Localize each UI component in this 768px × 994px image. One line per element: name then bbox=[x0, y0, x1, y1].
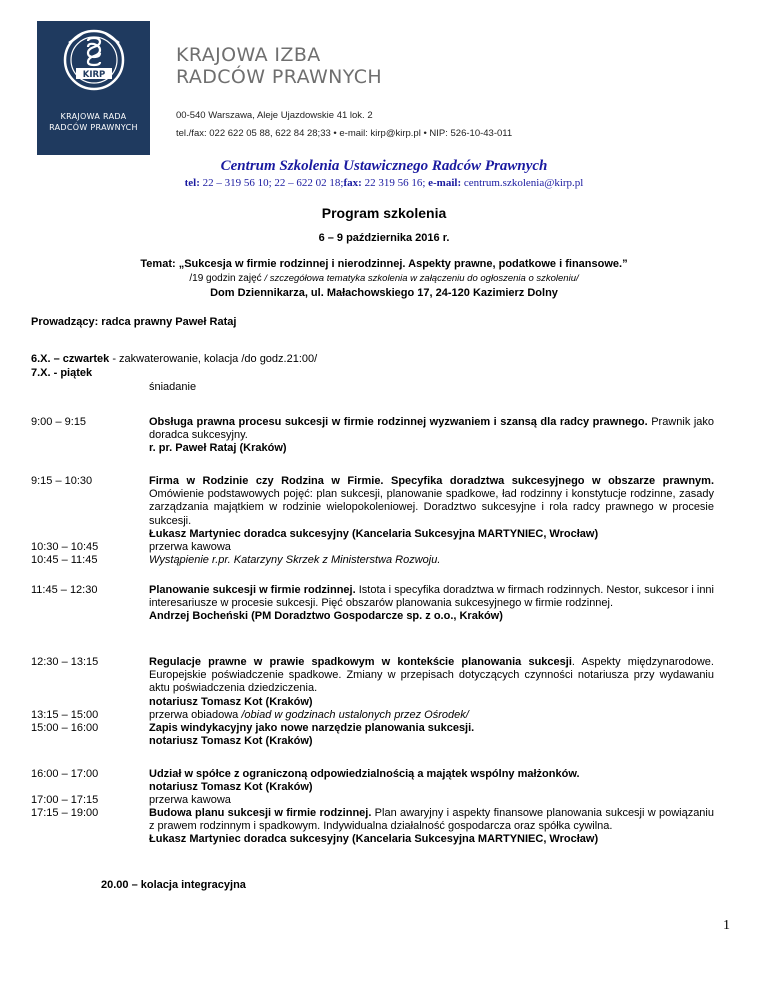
session-s1-title: Obsługa prawna procesu sukcesji w firmie rodzinnej wyzwaniem i szansą dla radcy prawnego. bbox=[149, 416, 648, 428]
session-s6-speaker: notariusz Tomasz Kot (Kraków) bbox=[149, 695, 313, 708]
logo-line-2: RADCÓW PRAWNYCH bbox=[49, 123, 138, 132]
program-title: Program szkolenia bbox=[321, 205, 447, 221]
lecturer: Prowadzący: radca prawny Paweł Rataj bbox=[31, 316, 237, 328]
tel-value: 22 – 319 56 10; 22 – 622 02 18; bbox=[199, 177, 344, 189]
day-7-label: 7.X. - piątek bbox=[31, 367, 93, 379]
program-hours bbox=[0, 273, 768, 284]
day-6 bbox=[31, 353, 317, 366]
org-name-line-2: RADCÓW PRAWNYCH bbox=[176, 66, 383, 88]
centrum-contact bbox=[0, 177, 768, 189]
session-s4: Wystąpienie r.pr. Katarzyny Skrzek z Ministerstwa Rozwoju. bbox=[149, 554, 441, 566]
program-topic: Temat: „Sukcesja w firmie rodzinnej i nierodzinnej. Aspekty prawne, podatkowe i finansowe.” bbox=[140, 258, 628, 270]
time-s4: 10:45 – 11:45 bbox=[31, 554, 98, 566]
session-s9 bbox=[149, 768, 714, 794]
time-s9: 16:00 – 17:00 bbox=[31, 768, 99, 780]
time-s6: 12:30 – 13:15 bbox=[31, 656, 99, 668]
session-s7-note: /obiad w godzinach ustalonych przez Ośrodek/ bbox=[241, 709, 469, 721]
email-link[interactable]: centrum.szkolenia@kirp.pl bbox=[461, 177, 584, 189]
time-s3: 10:30 – 10:45 bbox=[31, 541, 99, 553]
kirp-emblem-icon bbox=[63, 29, 125, 91]
program-dates: 6 – 9 października 2016 r. bbox=[318, 232, 450, 244]
session-s1 bbox=[149, 416, 714, 456]
session-s1-speaker: r. pr. Paweł Rataj (Kraków) bbox=[149, 442, 287, 455]
emblem-letters: KIRP bbox=[82, 70, 106, 80]
session-s8 bbox=[149, 722, 714, 748]
session-s9-title: Udział w spółce z ograniczoną odpowiedzialnością a majątek wspólny małżonków. bbox=[149, 768, 580, 780]
session-s2 bbox=[149, 475, 714, 541]
session-s1-text: Prawnik jako doradca sukcesyjny. bbox=[149, 416, 714, 442]
logo-line-1: KRAJOWA RADA bbox=[60, 112, 127, 121]
kirp-logo bbox=[37, 21, 150, 155]
email-label: e-mail: bbox=[425, 177, 462, 189]
session-s5 bbox=[149, 584, 714, 624]
org-contact: tel./fax: 022 622 05 88, 622 84 28;33 • e-mail: kirp@kirp.pl • NIP: 526-10-43-011 bbox=[176, 128, 513, 139]
tel-label: tel: bbox=[184, 177, 200, 189]
program-place: Dom Dziennikarza, ul. Małachowskiego 17, 24-120 Kazimierz Dolny bbox=[210, 287, 558, 299]
centrum-title: Centrum Szkolenia Ustawicznego Radców Prawnych bbox=[220, 158, 548, 174]
session-s5-text: Istota i specyfika doradztwa w firmach rodzinnych. Nestor, sukcesor i inni interesariusze w procesie sukcesji. Pięć obszarów planowania sukcesyjnego w firmie rodzinnej. bbox=[149, 584, 714, 610]
time-s10: 17:00 – 17:15 bbox=[31, 794, 99, 806]
session-s6-title: Regulacje prawne w prawie spadkowym w kontekście planowania sukcesji bbox=[149, 656, 572, 668]
session-s11-speaker: Łukasz Martyniec doradca sukcesyjny (Kancelaria Sukcesyjna MARTYNIEC, Wrocław) bbox=[149, 833, 599, 846]
session-s8-speaker: notariusz Tomasz Kot (Kraków) bbox=[149, 735, 313, 748]
session-s6 bbox=[149, 656, 714, 709]
session-s7-text: przerwa obiadowa bbox=[149, 709, 242, 721]
fax-value: 22 319 56 16; bbox=[361, 177, 426, 189]
session-s9-speaker: notariusz Tomasz Kot (Kraków) bbox=[149, 781, 313, 794]
breakfast: śniadanie bbox=[149, 381, 197, 393]
session-s2-title: Firma w Rodzinie czy Rodzina w Firmie. Specyfika doradztwa sukcesyjnego w obszarze prawnym. bbox=[149, 475, 714, 487]
session-s8-title: Zapis windykacyjny jako nowe narzędzie planowania sukcesji. bbox=[149, 722, 475, 734]
time-s11: 17:15 – 19:00 bbox=[31, 807, 99, 819]
logo-caption bbox=[37, 111, 150, 133]
session-s2-text: Omówienie podstawowych pojęć: plan sukcesji, planowanie spadkowe, ład rodzinny i konstytucje rodzinne, zasady zarządzania majątkiem w rodzinie wielopokoleniowej. Doradztwo sukcesyjne i rola radcy prawnego w procesie sukcesji. bbox=[149, 488, 714, 527]
session-s3: przerwa kawowa bbox=[149, 541, 231, 553]
org-name-line-1: KRAJOWA IZBA bbox=[176, 44, 321, 66]
session-s11-title: Budowa planu sukcesji w firmie rodzinnej. bbox=[149, 807, 372, 819]
session-s7 bbox=[149, 709, 714, 722]
time-s5: 11:45 – 12:30 bbox=[31, 584, 98, 596]
session-s10: przerwa kawowa bbox=[149, 794, 231, 806]
session-s6-text: . Aspekty międzynarodowe. Europejskie poświadczenie spadkowe. Zmiany w przepisach dotyczących czynności notariusza przy wydawaniu aktu poświadczenia dziedziczenia. bbox=[149, 656, 714, 695]
time-s8: 15:00 – 16:00 bbox=[31, 722, 99, 734]
session-s5-speaker: Andrzej Bocheński (PM Doradztwo Gospodarcze sp. z o.o., Kraków) bbox=[149, 610, 503, 623]
session-s11 bbox=[149, 807, 714, 847]
session-s11-text: Plan awaryjny i aspekty finansowe planowania sukcesji w powiązaniu z prawem rodzinnym i spadkowym. Indywidualna działalność gospodarcza oraz spółka cywilna. bbox=[149, 807, 714, 833]
page-number: 1 bbox=[723, 918, 730, 933]
org-name bbox=[176, 44, 382, 88]
day-6-text: - zakwaterowanie, kolacja /do godz.21:00/ bbox=[109, 353, 318, 365]
time-s1: 9:00 – 9:15 bbox=[31, 416, 87, 428]
session-s2-speaker: Łukasz Martyniec doradca sukcesyjny (Kancelaria Sukcesyjna MARTYNIEC, Wrocław) bbox=[149, 527, 599, 540]
time-s2: 9:15 – 10:30 bbox=[31, 475, 93, 487]
time-s7: 13:15 – 15:00 bbox=[31, 709, 99, 721]
closing-dinner: 20.00 – kolacja integracyjna bbox=[101, 879, 246, 891]
hours-note: / szczegółowa tematyka szkolenia w załączeniu do ogłoszenia o szkoleniu/ bbox=[264, 273, 579, 284]
day-6-label: 6.X. – czwartek bbox=[31, 353, 110, 365]
org-address: 00-540 Warszawa, Aleje Ujazdowskie 41 lok. 2 bbox=[176, 110, 373, 121]
hours-main: /19 godzin zajęć bbox=[189, 273, 265, 284]
fax-label: fax: bbox=[343, 177, 362, 189]
session-s5-title: Planowanie sukcesji w firmie rodzinnej. bbox=[149, 584, 356, 596]
